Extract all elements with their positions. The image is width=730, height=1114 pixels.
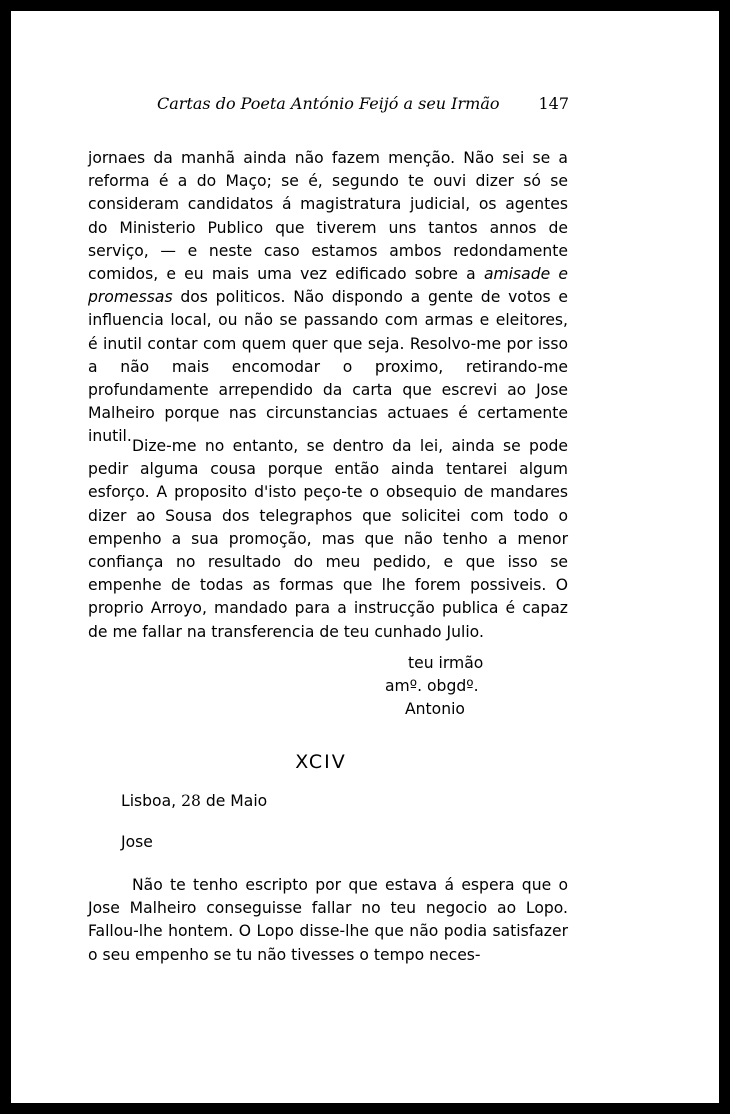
book-page — [11, 11, 719, 1103]
paragraph-request: Dize-me no entanto, se dentro da lei, ainda se pode pedir alguma cousa porque então ainda tentarei algum esforço. A proposito d'isto peço-te o obsequio de mandares dizer ao Sousa dos telegraphos que solicitei com todo o empenho a sua promoção, mas que não tenho a menor confiança no resultado do meu pedido, e que isso se empenhe de todas as formas que lhe forem possiveis. O proprio Arroyo, mandado para a instrucção publica é capaz de me fallar na transferencia de teu cunhado Julio. — [88, 437, 568, 641]
italic-phrase: amisade e promessas — [88, 265, 568, 307]
paragraph-text: jornaes da manhã ainda não fazem menção. Não sei se a reforma é a do Maço; se é, segundo te ouvi dizer só se consideram candidatos á magistratura judicial, os agentes do Ministerio Publico que tiverem uns tantos annos de serviço, — e neste caso estamos ambos redondamente comidos, e eu mais uma vez edificado sobre a — [88, 149, 568, 284]
running-title: Cartas do Poeta António Feijó a seu Irmão — [157, 94, 500, 113]
date-place: Lisboa, — [121, 792, 182, 810]
paragraph-continuation — [88, 147, 568, 449]
letter-closing — [385, 652, 483, 722]
page-number: 147 — [538, 94, 569, 113]
date-day: 28 — [181, 792, 201, 810]
running-header — [147, 94, 577, 118]
paragraph-new-letter: Não te tenho escripto por que estava á espera que o Jose Malheiro conseguisse fallar no teu negocio ao Lopo. Fallou-lhe hontem. O Lopo disse-lhe que não podia satisfazer o seu empenho se tu não tivesses o tempo neces- — [88, 876, 568, 964]
letter-number: XCIV — [295, 751, 347, 773]
paragraph-text: dos politicos. Não dispondo a gente de votos e influencia local, ou não se passando com armas e eleitores, é inutil contar com quem quer que seja. Resolvo-me por isso a não mais encomodar o proximo, retirando-me profundamente arrependido da carta que escrevi ao Jose Malheiro porque nas circunstancias actuaes é certamente inutil. — [88, 288, 568, 446]
dateline — [121, 792, 267, 810]
signature: Antonio — [405, 700, 465, 719]
closing-line-1: teu irmão — [408, 654, 484, 672]
salutation: Jose — [121, 833, 153, 851]
date-month: de Maio — [200, 792, 268, 810]
closing-line-2: amº. obgdº. — [385, 677, 479, 696]
